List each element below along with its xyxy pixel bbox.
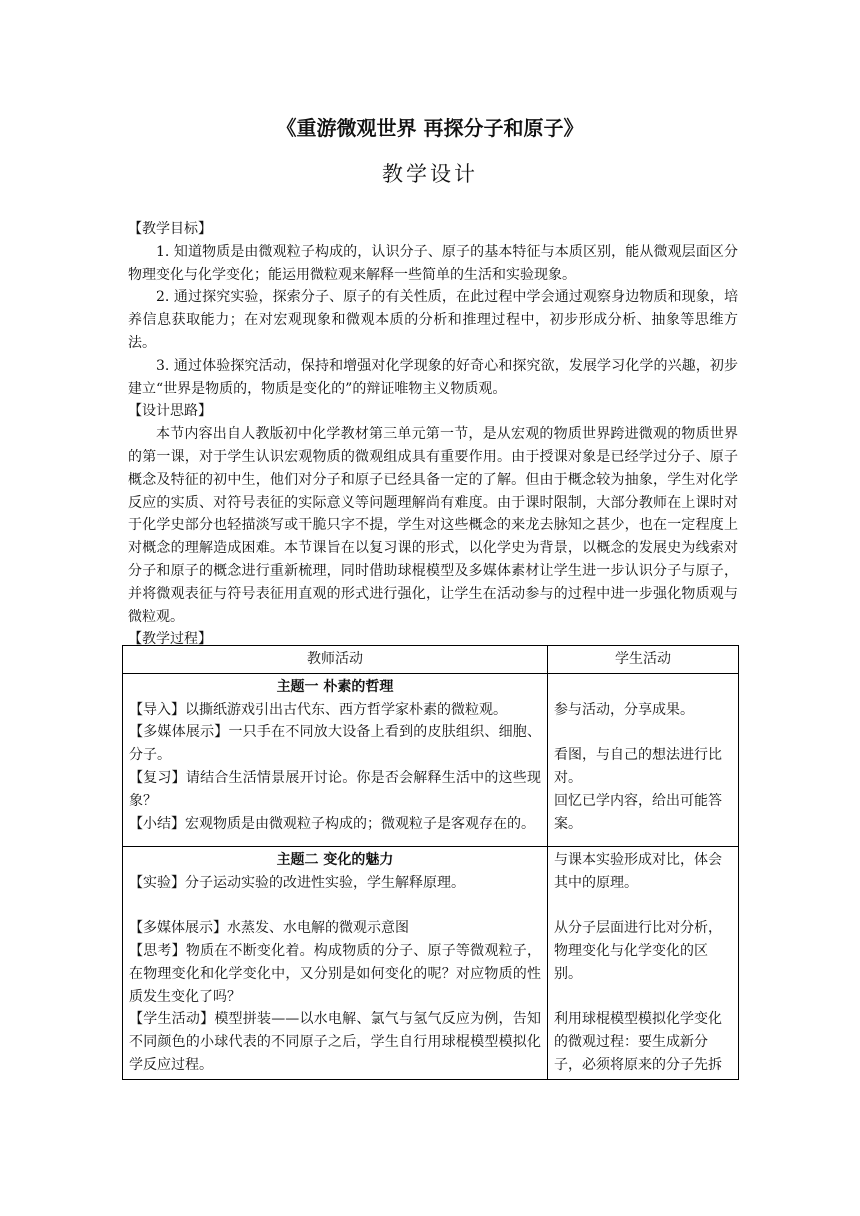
- document-subtitle: 教学设计: [382, 162, 478, 186]
- student-line: 利用球棍模型模拟化学变化的微观过程：要生成新分子，必须将原来的分子先拆: [554, 1011, 722, 1073]
- design-paragraph: 本节内容出自人教版初中化学教材第三单元第一节，是从宏观的物质世界跨进微观的物质世界的第一课，对于学生认识宏观物质的微观组成具有重要作用。由于授课对象是已经学过分子、原子概念及特征的初中生，他们对分子和原子已经具备一定的了解。但由于概念较为抽象，学生对化学反应的实质、对符号表征的实际意义等问题理解尚有难度。由于课时限制，大部分教师在上课时对于化学史部分也轻描淡写或干脆只字不提，学生对这些概念的来龙去脉知之甚少，也在一定程度上对概念的理解造成困难。本节课旨在以复习课的形式，以化学史为背景，以概念的发展史为线索对分子和原子的概念进行重新梳理，同时借助球棍模型及多媒体素材让学生进一步认识分子与原子，并将微观表征与符号表征用直观的形式进行强化，让学生在活动参与的过程中进一步强化物质观与微粒观。: [128, 426, 738, 625]
- process-table: [122, 645, 739, 1080]
- goal-item-1: 1. 知道物质是由微观粒子构成的，认识分子、原子的基本特征与本质区别，能从微观层面区分物理变化与化学变化；能运用微粒观来解释一些简单的生活和实验现象。: [128, 243, 738, 283]
- table-header-row: [123, 646, 739, 674]
- process-heading: 【教学过程】: [128, 631, 212, 648]
- teacher-line: 【实验】分子运动实验的改进性实验，学生解释原理。: [129, 874, 465, 891]
- teacher-line: 【小结】宏观物质是由微观粒子构成的；微观粒子是客观存在的。: [129, 815, 535, 832]
- teacher-line: 【思考】物质在不断变化着。构成物质的分子、原子等微观粒子，在物理变化和化学变化中，又分别是如何变化的呢？对应物质的性质发生变化了吗？: [129, 942, 541, 1005]
- teacher-line: 【多媒体展示】水蒸发、水电解的微观示意图: [129, 920, 409, 937]
- goals-heading: 【教学目标】: [128, 221, 212, 237]
- document-title: 《重游微观世界 再探分子和原子》: [276, 116, 584, 140]
- student-line: 与课本实验形成对比，体会其中的原理。: [554, 851, 722, 891]
- student-line: 回忆已学内容，给出可能答案。: [554, 792, 722, 832]
- topic-title: 主题二 变化的魅力: [276, 851, 394, 868]
- teacher-line: 【复习】请结合生活情景展开讨论。你是否会解释生活中的这些现象？: [129, 769, 541, 809]
- student-line: 从分子层面进行比对分析，物理变化与化学变化的区别。: [554, 920, 722, 982]
- table-row: [123, 846, 739, 1079]
- student-line: 看图，与自己的想法进行比对。: [554, 747, 722, 786]
- teacher-cell: [123, 673, 548, 846]
- table-row: [123, 673, 739, 846]
- teacher-line: 【导入】以撕纸游戏引出古代东、西方哲学家朴素的微粒观。: [129, 701, 507, 718]
- teacher-line: 【学生活动】模型拼装——以水电解、氯气与氢气反应为例，告知不同颜色的小球代表的不同原子之后，学生自行用球棍模型模拟化学反应过程。: [129, 1011, 541, 1073]
- student-line: 参与活动，分享成果。: [554, 701, 694, 718]
- student-cell: [548, 846, 739, 1079]
- design-heading: 【设计思路】: [128, 403, 212, 420]
- document-body: [128, 218, 738, 651]
- teacher-line: 【多媒体展示】一只手在不同放大设备上看到的皮肤组织、细胞、分子。: [129, 724, 541, 764]
- header-student-activity: 学生活动: [548, 646, 739, 674]
- goal-item-2: 2. 通过探究实验，探索分子、原子的有关性质，在此过程中学会通过观察身边物质和现象，培养信息获取能力；在对宏观现象和微观本质的分析和推理过程中，初步形成分析、抽象等思维方法。: [128, 289, 738, 351]
- header-teacher-activity: 教师活动: [123, 646, 548, 674]
- teacher-cell: [123, 846, 548, 1079]
- goal-item-3: 3. 通过体验探究活动，保持和增强对化学现象的好奇心和探究欲，发展学习化学的兴趣，初步建立“世界是物质的，物质是变化的”的辩证唯物主义物质观。: [128, 357, 738, 397]
- topic-title: 主题一 朴素的哲理: [276, 678, 394, 695]
- student-cell: [548, 673, 739, 846]
